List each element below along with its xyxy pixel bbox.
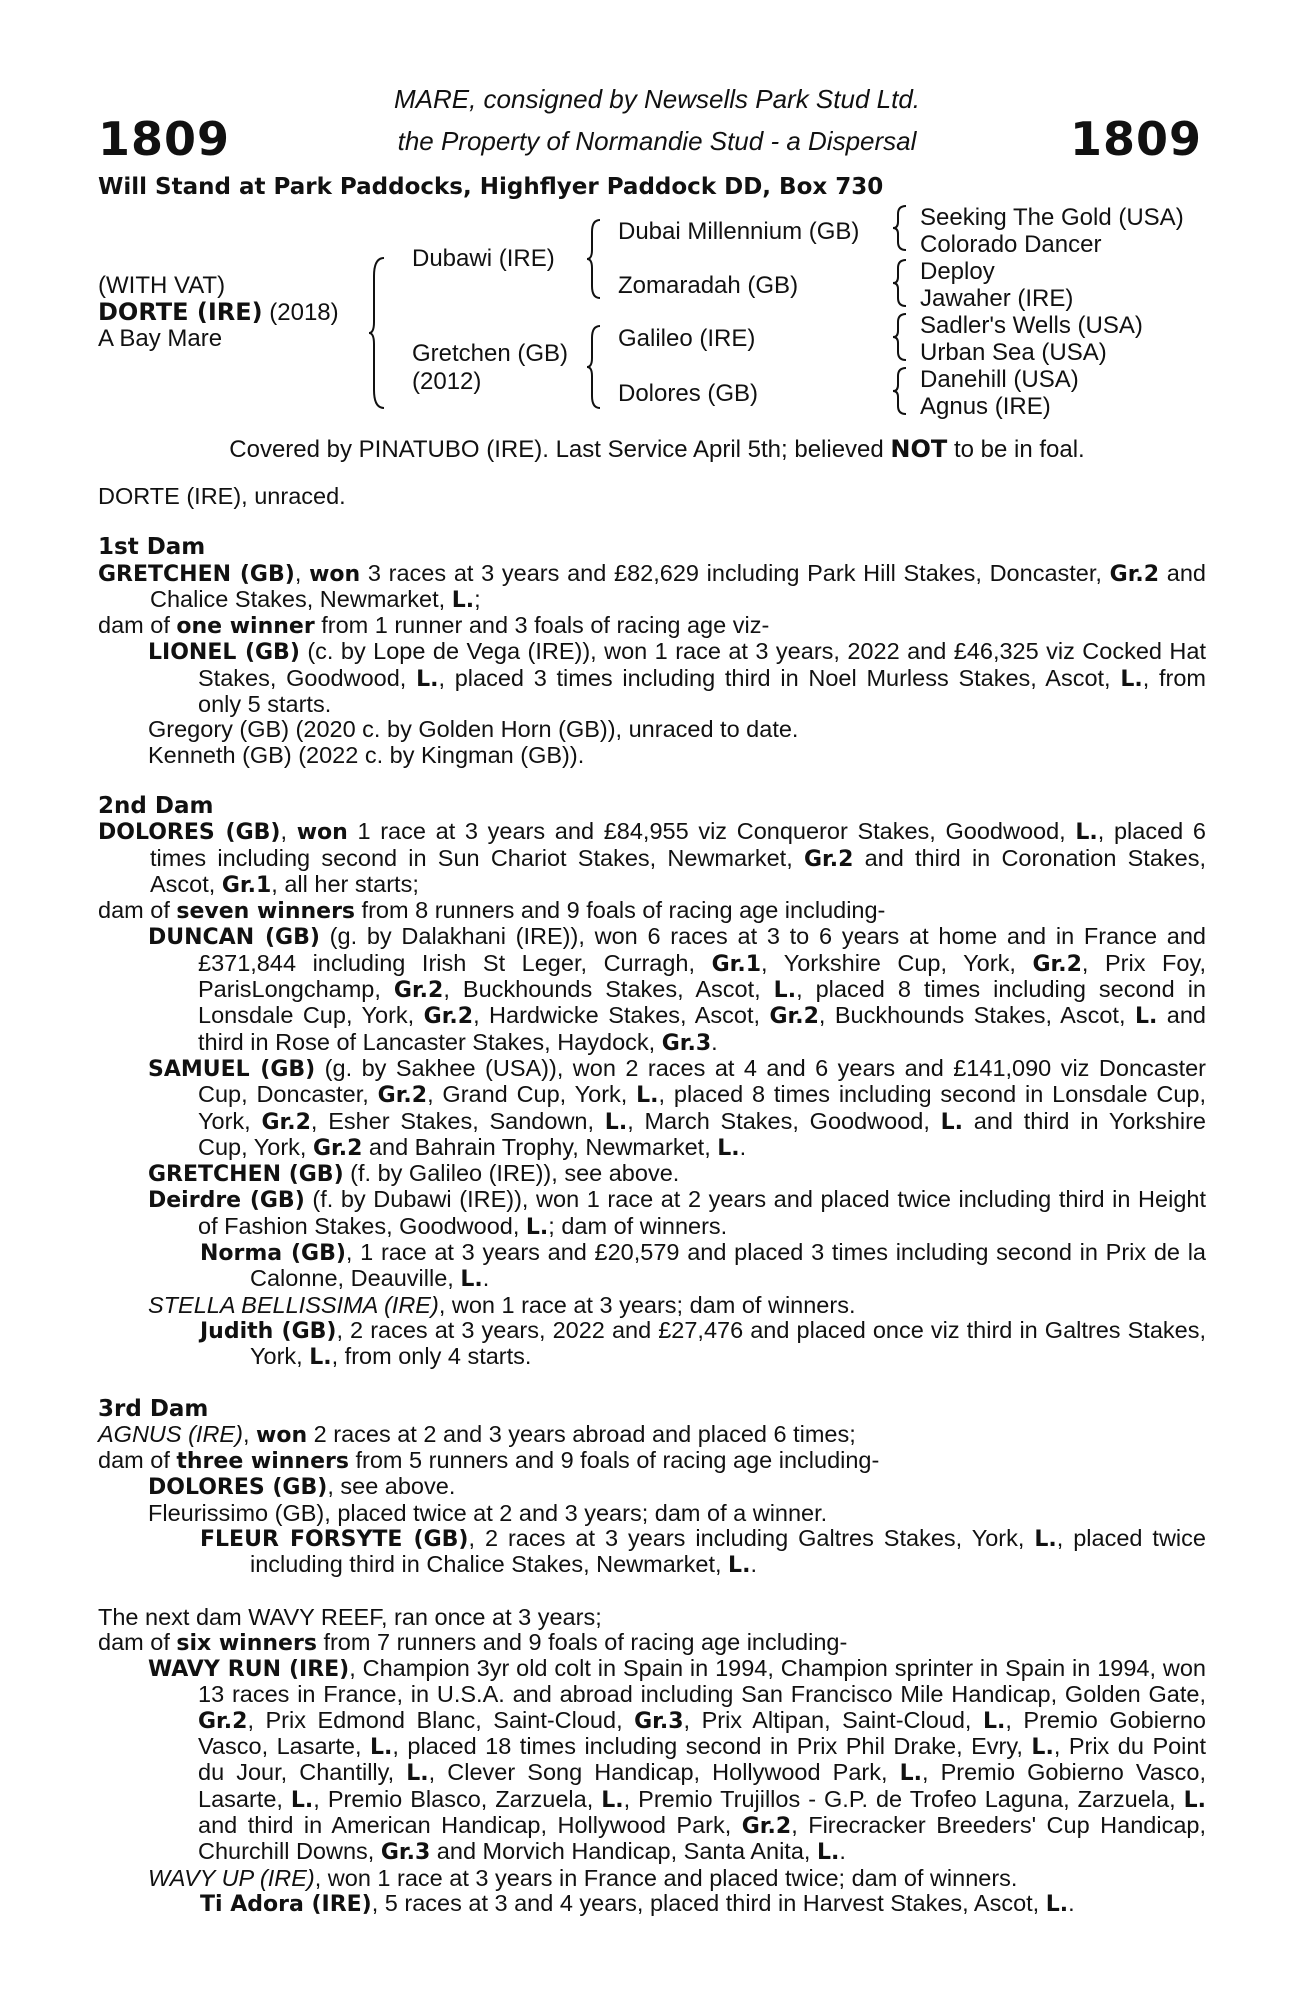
produce-fleurissimo: Fleurissimo (GB), placed twice at 2 and 3 years; dam of a winner. xyxy=(148,1499,828,1526)
heading-3rd-dam: 3rd Dam xyxy=(98,1395,209,1422)
sire-sire: Dubai Millennium (GB) xyxy=(618,218,860,245)
produce-stella: STELLA BELLISSIMA (IRE), won 1 race at 3 years; dam of winners. xyxy=(148,1291,856,1318)
gen3-7: Danehill (USA) xyxy=(920,366,1079,393)
gen3-2: Colorado Dancer xyxy=(920,231,1102,258)
bracket-sire xyxy=(586,218,602,300)
sire: Dubawi (IRE) xyxy=(412,245,555,272)
vat-note: (WITH VAT) xyxy=(98,272,226,299)
next-dam-produce-summary: dam of six winners from 7 runners and 9 foals of racing age including- xyxy=(98,1628,848,1656)
produce-kenneth: Kenneth (GB) (2022 c. by Kingman (GB)). xyxy=(148,741,585,768)
property-line: the Property of Normandie Stud - a Dispersal xyxy=(397,126,917,156)
bracket-4a xyxy=(892,204,908,252)
lot-number-right: 1809 xyxy=(1069,112,1202,166)
covering-note xyxy=(0,435,1314,464)
gen3-5: Sadler's Wells (USA) xyxy=(920,312,1143,339)
bracket-4c xyxy=(892,312,908,362)
second-dam-produce-summary: dam of seven winners from 8 runners and 9 foals of racing age including- xyxy=(98,897,886,925)
heading-2nd-dam: 2nd Dam xyxy=(98,792,214,819)
horse-year: (2018) xyxy=(269,299,339,326)
sire-dam: Zomaradah (GB) xyxy=(618,272,799,299)
produce-gregory: Gregory (GB) (2020 c. by Golden Horn (GB)), unraced to date. xyxy=(148,716,799,743)
produce-wavy-run: WAVY RUN (IRE), Champion 3yr old colt in Spain in 1994, Champion sprinter in Spain in 1994, won 13 races in France, in U.S.A. and abroad including San Francisco Mile Handicap, Golden Gate, Gr.2, Prix Edmond Blanc, Saint-Cloud, Gr.3, Prix Altipan, Saint-Cloud, L., Premio Gobierno Vasco, Lasarte, L., placed 18 times including second in Prix Phil Drake, Evry, L., Prix du Point du Jour, Chantilly, L., Clever Song Handicap, Hollywood Park, L., Premio Gobierno Vasco, Lasarte, L., Premio Blasco, Zarzuela, L., Premio Trujillos - G.P. de Trofeo Laguna, Zarzuela, L. and third in American Handicap, Hollywood Park, Gr.2, Firecracker Breeders' Cup Handicap, Churchill Downs, Gr.3 and Morvich Handicap, Santa Anita, L.. xyxy=(148,1655,1207,1866)
produce-samuel: SAMUEL (GB) (g. by Sakhee (USA)), won 2 races at 4 and 6 years and £141,090 viz Doncaster Cup, Doncaster, Gr.2, Grand Cup, York, L., placed 8 times including second in Lonsdale Cup, York, Gr.2, Esher Stakes, Sandown, L., March Stakes, Goodwood, L. and third in Yorkshire Cup, York, Gr.2 and Bahrain Trophy, Newmarket, L.. xyxy=(148,1054,1207,1161)
gen3-8: Agnus (IRE) xyxy=(920,393,1051,420)
produce-deirdre: Deirdre (GB) (f. by Dubawi (IRE)), won 1 race at 2 years and placed twice including third in Height of Fashion Stakes, Goodwood, L.; dam of winners. xyxy=(148,1186,1206,1240)
consignor-line: MARE, consigned by Newsells Park Stud Ltd. xyxy=(393,84,921,114)
dam-sire: Galileo (IRE) xyxy=(618,325,756,352)
gen3-6: Urban Sea (USA) xyxy=(920,339,1107,366)
stand-location: Will Stand at Park Paddocks, Highflyer Paddock DD, Box 730 xyxy=(98,174,884,200)
third-dam-produce-summary: dam of three winners from 5 runners and 9 foals of racing age including- xyxy=(98,1447,880,1475)
horse-name-text: DORTE (IRE) xyxy=(98,298,263,326)
gen3-1: Seeking The Gold (USA) xyxy=(920,204,1184,231)
produce-lionel: LIONEL (GB) (c. by Lope de Vega (IRE)), won 1 race at 3 years, 2022 and £46,325 viz Cocked Hat Stakes, Goodwood, L., placed 3 times including third in Noel Murless Stakes, Ascot, L., from only 5 starts. xyxy=(148,638,1207,718)
produce-dolores: DOLORES (GB), see above. xyxy=(148,1473,456,1501)
dam-year: (2012) xyxy=(412,368,482,395)
covering-not: NOT xyxy=(890,435,948,463)
covering-tail: to be in foal. xyxy=(947,436,1085,463)
produce-duncan: DUNCAN (GB) (g. by Dalakhani (IRE)), won 6 races at 3 to 6 years at home and in France and £371,844 including Irish St Leger, Curragh, Gr.1, Yorkshire Cup, York, Gr.2, Prix Foy, ParisLongchamp, Gr.2, Buckhounds Stakes, Ascot, L., placed 8 times including second in Lonsdale Cup, York, Gr.2, Hardwicke Stakes, Ascot, Gr.2, Buckhounds Stakes, Ascot, L. and third in Rose of Lancaster Stakes, Haydock, Gr.3. xyxy=(148,923,1206,1056)
grandproduce-ti-adora: Ti Adora (IRE), 5 races at 3 and 4 years, placed third in Harvest Stakes, Ascot, L.. xyxy=(200,1889,1075,1917)
produce-wavy-up: WAVY UP (IRE), won 1 race at 3 years in France and placed twice; dam of winners. xyxy=(148,1864,1018,1891)
dam-dam: Dolores (GB) xyxy=(618,380,759,407)
second-dam-entry: DOLORES (GB), won 1 race at 3 years and £84,955 viz Conqueror Stakes, Goodwood, L., placed 6 times including second in Sun Chariot Stakes, Newmarket, Gr.2 and third in Coronation Stakes, Ascot, Gr.1, all her starts; xyxy=(98,818,1206,898)
horse-description: A Bay Mare xyxy=(98,325,223,352)
grandproduce-judith: Judith (GB), 2 races at 3 years, 2022 and £27,476 and placed once viz third in Galtres Stakes, York, L., from only 4 starts. xyxy=(200,1316,1206,1371)
next-dam-entry: The next dam WAVY REEF, ran once at 3 years; xyxy=(98,1603,602,1630)
horse-name xyxy=(98,298,339,327)
first-dam-produce-summary: dam of one winner from 1 runner and 3 foals of racing age viz- xyxy=(98,612,770,640)
gen3-4: Jawaher (IRE) xyxy=(920,285,1074,312)
produce-gretchen: GRETCHEN (GB) (f. by Galileo (IRE)), see above. xyxy=(148,1160,680,1188)
gen3-3: Deploy xyxy=(920,258,995,285)
bracket-4b xyxy=(892,258,908,308)
bracket-4d xyxy=(892,366,908,416)
grandproduce-norma: Norma (GB), 1 race at 3 years and £20,579 and placed 3 times including second in Prix de la Calonne, Deauville, L.. xyxy=(200,1239,1206,1293)
bracket-dam xyxy=(586,324,602,410)
grandproduce-fleur-forsyte: FLEUR FORSYTE (GB), 2 races at 3 years including Galtres Stakes, York, L., placed twice including third in Chalice Stakes, Newmarket, L.. xyxy=(200,1524,1206,1579)
heading-1st-dam: 1st Dam xyxy=(98,534,206,561)
first-dam-entry: GRETCHEN (GB), won 3 races at 3 years and £82,629 including Park Hill Stakes, Doncaster, Gr.2 and Chalice Stakes, Newmarket, L.; xyxy=(98,559,1206,613)
bracket-main xyxy=(368,256,386,410)
unraced-note: DORTE (IRE), unraced. xyxy=(98,483,346,509)
catalogue-text xyxy=(98,484,1206,1917)
lot-number-left: 1809 xyxy=(98,112,231,166)
dam: Gretchen (GB) xyxy=(412,340,569,367)
covering-text: Covered by PINATUBO (IRE). Last Service April 5th; believed xyxy=(229,436,891,463)
third-dam-entry: AGNUS (IRE), won 2 races at 2 and 3 years abroad and placed 6 times; xyxy=(98,1420,856,1448)
